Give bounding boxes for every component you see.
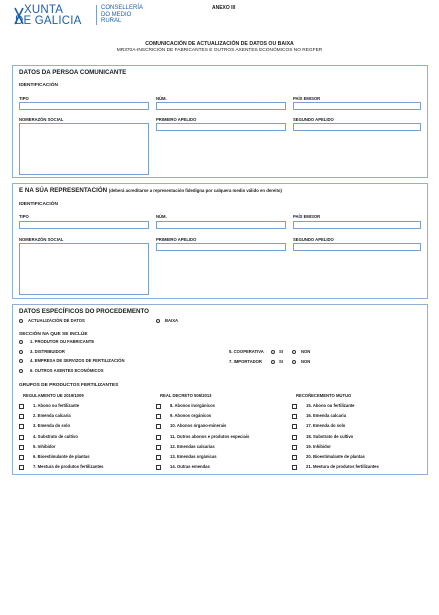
section-title-text: E NA SÚA REPRESENTACIÓN	[19, 187, 108, 194]
seccion-3-radio[interactable]	[19, 350, 23, 354]
recoñecemento-group-6-label: 20. Bioestimulante de plantas	[306, 454, 365, 459]
importador-non-radio[interactable]	[292, 360, 296, 364]
section-title: DATOS DA PERSOA COMUNICANTE	[19, 69, 127, 76]
recoñecemento-group-1-label: 15. Abono ou fertilizante	[306, 403, 355, 408]
section-datos-especificos	[12, 304, 428, 475]
anexo-label: ANEXO III	[212, 5, 236, 11]
real-decreto-group-6-checkbox[interactable]	[156, 455, 161, 460]
section-representacion	[12, 183, 428, 299]
real-decreto-group-1-label: 8. Abonos inorgánicos	[170, 403, 215, 408]
real-decreto-group-4-checkbox[interactable]	[156, 435, 161, 440]
nomeracion-label: NOMERAZÓN SOCIAL	[19, 117, 64, 122]
real-decreto-group-7-checkbox[interactable]	[156, 465, 161, 470]
real-decreto-group-2-label: 9. Abonos orgánicos	[170, 413, 212, 419]
real-decreto-group-7-label: 14. Outras emendas	[170, 464, 210, 470]
logo-line2: DE GALICIA	[15, 15, 82, 27]
recoñecemento-group-3-checkbox[interactable]	[292, 424, 297, 429]
reg-ue-group-4-label: 4. Substrato de cultivo	[33, 433, 78, 439]
reg-ue-group-5-checkbox[interactable]	[19, 445, 24, 450]
segundo-apelido-field[interactable]	[293, 243, 421, 251]
tipo-field[interactable]	[19, 221, 149, 229]
reg-ue-group-5-label: 5. Inhibidor	[33, 443, 56, 449]
primeiro-apelido-label: PRIMEIRO APELIDO	[156, 117, 197, 122]
real-decreto-group-3-label: 10. Abonos órgano-minerais	[170, 423, 227, 429]
col-reg-ue-heading: REGULAMENTO UE 2019/1009	[23, 393, 84, 398]
real-decreto-group-5-checkbox[interactable]	[156, 445, 161, 450]
primeiro-apelido-field[interactable]	[156, 123, 286, 131]
real-decreto-group-4-label: 11. Outros abonos e produtos especiais	[170, 433, 250, 439]
cooperativa-si-radio[interactable]	[271, 350, 275, 354]
seccion-heading: SECCIÓN NA QUE SE INCLÚE	[19, 332, 88, 337]
baixa-radio[interactable]	[156, 319, 160, 323]
document-subtitle: MR370A-INSCRICIÓN DE FABRICANTES E OUTROS AXENTES ECONÓMICOS NO REGFER	[116, 48, 323, 53]
seccion-4-radio[interactable]	[19, 359, 23, 363]
section-title-note: (deberá acreditarse a representación fidedigna por calquera medio válido en dereito)	[108, 188, 282, 193]
recoñecemento-group-4-checkbox[interactable]	[292, 435, 297, 440]
num-label: NÚM.	[156, 214, 167, 219]
segundo-apelido-label: SEGUNDO APELIDO	[293, 117, 334, 122]
recoñecemento-group-3-label: 17. Emenda do solo	[306, 423, 346, 429]
reg-ue-group-1-checkbox[interactable]	[19, 404, 24, 409]
col-real-decreto-heading: REAL DECRETO 506/2013	[160, 393, 212, 398]
recoñecemento-group-7-label: 21. Mestura de produtos fertilizantes	[306, 464, 379, 470]
seccion-6-label: 6. OUTROS AXENTES ECONÓMICOS	[30, 368, 104, 373]
tipo-label: TIPO	[19, 96, 29, 101]
real-decreto-group-5-label: 12. Emendas calcarias	[170, 443, 215, 449]
consellaria-line2: DO MEDIO	[101, 11, 132, 18]
recoñecemento-group-5-label: 19. Inhibidor	[306, 443, 331, 449]
importador-label: 7. IMPORTADOR	[229, 359, 262, 364]
consellaria-line3: RURAL	[101, 18, 122, 24]
primeiro-apelido-label: PRIMEIRO APELIDO	[156, 237, 197, 242]
recoñecemento-group-2-checkbox[interactable]	[292, 414, 297, 419]
section-persoa-comunicante	[12, 65, 428, 178]
real-decreto-group-2-checkbox[interactable]	[156, 414, 161, 419]
pais-label: PAÍS EMISOR	[293, 214, 321, 219]
segundo-apelido-label: SEGUNDO APELIDO	[293, 237, 334, 242]
pais-field[interactable]	[293, 102, 421, 110]
pais-field[interactable]	[293, 221, 421, 229]
recoñecemento-group-2-label: 16. Emenda calcaria	[306, 413, 347, 419]
seccion-4-label: 4. EMPRESA DE SERVIZOS DE FERTILIZACIÓN	[30, 358, 125, 363]
real-decreto-group-6-label: 13. Emendas orgánicas	[170, 454, 217, 459]
real-decreto-group-3-checkbox[interactable]	[156, 424, 161, 429]
reg-ue-group-4-checkbox[interactable]	[19, 435, 24, 440]
cooperativa-non-radio[interactable]	[292, 350, 296, 354]
recoñecemento-group-4-label: 18. Substrato de cultivo	[306, 433, 354, 439]
consellaria-line1: CONSELLERÍA	[101, 5, 144, 11]
seccion-6-radio[interactable]	[19, 369, 23, 373]
recoñecemento-group-1-checkbox[interactable]	[292, 404, 297, 409]
primeiro-apelido-field[interactable]	[156, 243, 286, 251]
cooperativa-si-label: SI	[279, 349, 283, 354]
identificacion-heading: IDENTIFICACIÓN	[19, 83, 58, 88]
reg-ue-group-7-label: 7. Mestura de produtos fertilizantes	[33, 464, 104, 470]
reg-ue-group-3-label: 3. Emenda do solo	[33, 423, 70, 429]
reg-ue-group-6-checkbox[interactable]	[19, 455, 24, 460]
importador-si-radio[interactable]	[271, 360, 275, 364]
logo-line1: XUNTA	[24, 4, 64, 16]
identificacion-heading: IDENTIFICACIÓN	[19, 202, 58, 207]
col-recoñecemento-heading: RECOÑECEMENTO MUTUO	[296, 393, 352, 398]
baixa-label: BAIXA	[165, 318, 179, 323]
logo-divider	[96, 5, 97, 25]
tipo-label: TIPO	[19, 214, 29, 219]
reg-ue-group-2-label: 2. Emenda calcaria	[33, 413, 71, 419]
recoñecemento-group-5-checkbox[interactable]	[292, 445, 297, 450]
reg-ue-group-3-checkbox[interactable]	[19, 424, 24, 429]
grupos-heading: GRUPOS DE PRODUCTOS FERTILIZANTES	[19, 383, 119, 388]
document-title: COMUNICACIÓN DE ACTUALIZACIÓN DE DATOS OU BAIXA	[145, 41, 294, 47]
actualizacion-radio[interactable]	[19, 319, 23, 323]
section-title	[19, 187, 282, 194]
reg-ue-group-6-label: 6. Bioestimulante de plantas	[33, 454, 90, 459]
num-field[interactable]	[156, 102, 286, 110]
num-field[interactable]	[156, 221, 286, 229]
pais-label: PAÍS EMISOR	[293, 96, 321, 101]
seccion-1-radio[interactable]	[19, 340, 23, 344]
seccion-1-label: 1. PRODUTOR OU FABRICANTE	[30, 339, 95, 344]
num-label: NÚM.	[156, 96, 167, 101]
nomeracion-field[interactable]	[19, 123, 149, 175]
seccion-3-label: 3. DISTRIBUIDOR	[30, 349, 65, 354]
cooperativa-non-label: NON	[301, 349, 311, 354]
real-decreto-group-1-checkbox[interactable]	[156, 404, 161, 409]
cooperativa-label: 5. COOPERATIVA	[229, 349, 264, 354]
importador-si-label: SI	[279, 359, 283, 364]
reg-ue-group-7-checkbox[interactable]	[19, 465, 24, 470]
nomeracion-label: NOMERAZÓN SOCIAL	[19, 237, 64, 242]
section-title: DATOS ESPECÍFICOS DO PROCEDEMENTO	[19, 308, 149, 315]
recoñecemento-group-7-checkbox[interactable]	[292, 465, 297, 470]
reg-ue-group-2-checkbox[interactable]	[19, 414, 24, 419]
actualizacion-label: ACTUALIZACIÓN DE DATOS	[28, 318, 85, 323]
reg-ue-group-1-label: 1. Abono ou fertilizante	[33, 403, 80, 408]
importador-non-label: NON	[301, 359, 311, 364]
nomeracion-field[interactable]	[19, 243, 149, 295]
tipo-field[interactable]	[19, 102, 149, 110]
segundo-apelido-field[interactable]	[293, 123, 421, 131]
recoñecemento-group-6-checkbox[interactable]	[292, 455, 297, 460]
